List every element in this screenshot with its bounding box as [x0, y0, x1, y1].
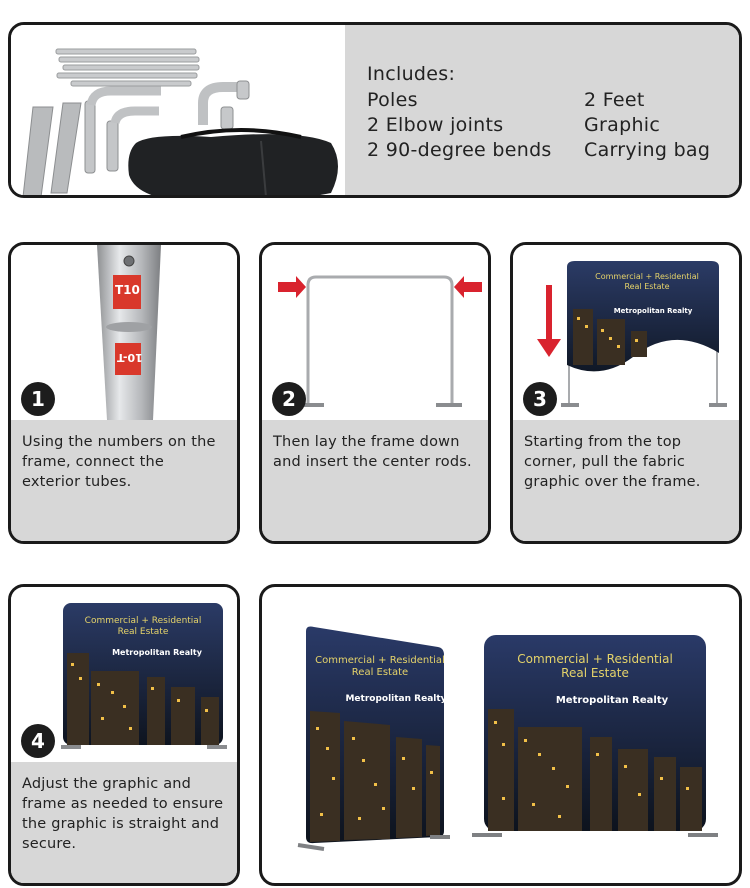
step-2-card	[259, 242, 491, 544]
step-3-card	[510, 242, 742, 544]
step-3-graphic-title-2: Real Estate	[624, 282, 670, 291]
step-1-image	[11, 245, 237, 420]
includes-panel	[345, 25, 739, 195]
include-item: 2 Elbow joints	[367, 114, 504, 136]
include-item: Carrying bag	[584, 139, 711, 161]
step-2-text: Then lay the frame down and insert the center rods.	[273, 434, 472, 470]
step-2-image	[262, 245, 488, 420]
include-item: 2 90-degree bends	[367, 139, 552, 161]
includes-column-1	[367, 88, 552, 163]
step-2-badge: 2	[272, 382, 306, 416]
include-item: 2 Feet	[584, 89, 645, 111]
step-3-text: Starting from the top corner, pull the fabric graphic over the frame.	[524, 434, 701, 490]
kit-photo	[11, 25, 345, 195]
step-4-graphic-title-2: Real Estate	[117, 627, 169, 637]
includes-column-2	[584, 88, 710, 163]
step-4-image	[11, 587, 237, 762]
step-1-badge: 1	[21, 382, 55, 416]
step-4-card	[8, 584, 240, 886]
right-graphic-title-2: Real Estate	[561, 666, 629, 680]
left-graphic-title-1: Commercial + Residential	[315, 655, 445, 666]
includes-heading: Includes:	[367, 63, 456, 85]
step-2-description	[262, 420, 488, 541]
step-3-badge: 3	[523, 382, 557, 416]
include-item: Poles	[367, 89, 418, 111]
step-4-graphic-brand: Metropolitan Realty	[112, 648, 202, 657]
finished-display-illustration	[262, 587, 739, 883]
right-graphic-brand: Metropolitan Realty	[555, 695, 669, 706]
step-4-text: Adjust the graphic and frame as needed to ensure the graphic is straight and secure.	[22, 776, 224, 852]
step-1-text: Using the numbers on the frame, connect the exterior tubes.	[22, 434, 216, 490]
step-4-badge: 4	[21, 724, 55, 758]
step-4-description	[11, 762, 237, 883]
left-graphic-title-2: Real Estate	[351, 667, 409, 678]
finished-display-card	[259, 584, 742, 886]
pole-label-bottom: 10-T	[117, 351, 143, 364]
step-4-graphic-title-1: Commercial + Residential	[84, 616, 202, 626]
step-1-card	[8, 242, 240, 544]
right-graphic-title-1: Commercial + Residential	[517, 652, 673, 666]
step-3-description	[513, 420, 739, 541]
include-item: Graphic	[584, 114, 661, 136]
left-graphic-brand: Metropolitan Realty	[345, 694, 447, 704]
kit-illustration	[11, 25, 345, 198]
pole-label-top: T10	[115, 283, 140, 297]
step-3-image	[513, 245, 739, 420]
includes-card	[8, 22, 742, 198]
step-3-graphic-brand: Metropolitan Realty	[613, 307, 693, 315]
step-3-graphic-title-1: Commercial + Residential	[595, 272, 699, 281]
step-1-description	[11, 420, 237, 541]
